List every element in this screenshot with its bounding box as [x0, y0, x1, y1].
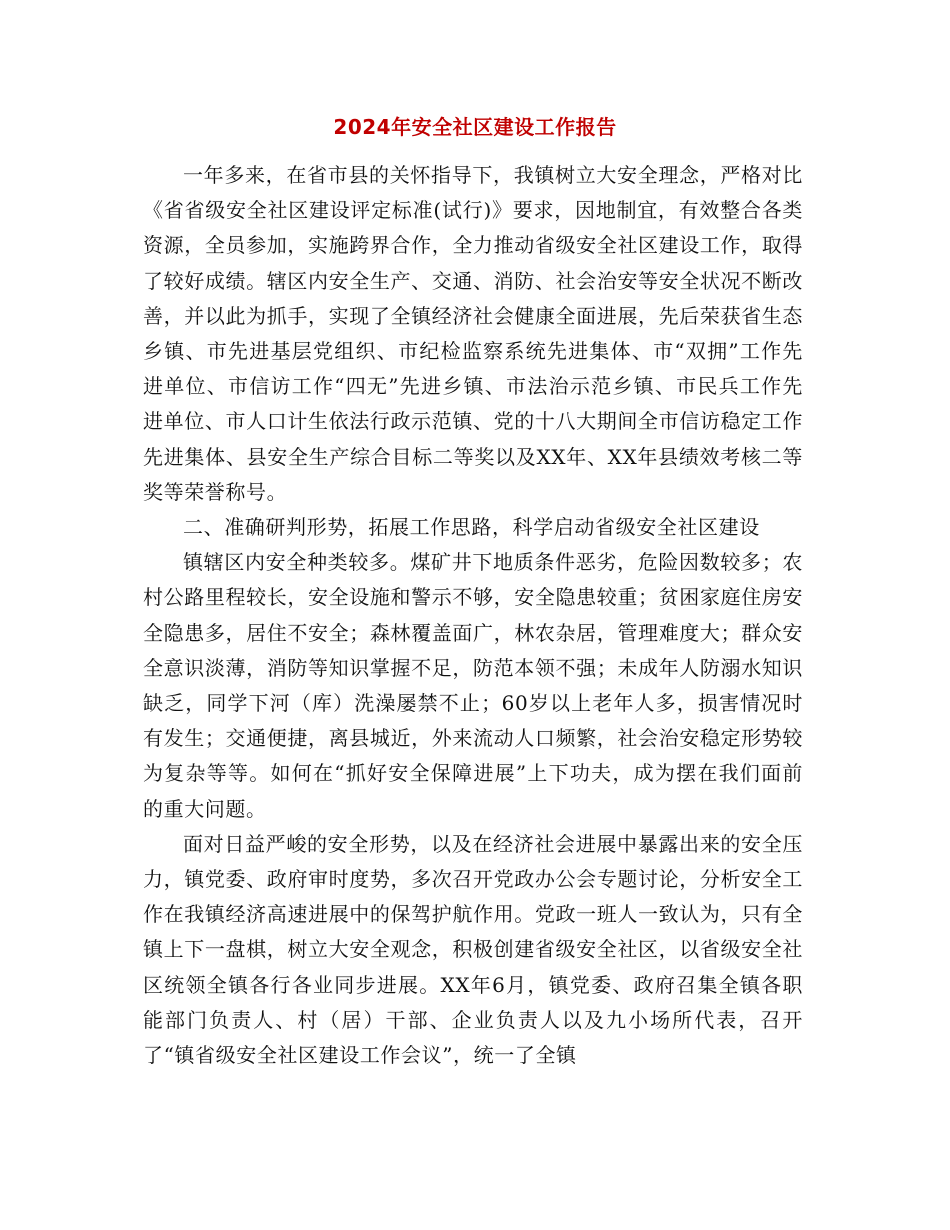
paragraph-response: 面对日益严峻的安全形势，以及在经济社会进展中暴露出来的安全压力，镇党委、政府审时度势，多次召开党政办公会专题讨论，分析安全工作在我镇经济高速进展中的保驾护航作用。党政一班人一致认为，只有全镇上下一盘棋，树立大安全观念，积极创建省级安全社区，以省级安全社区统领全镇各行各业同步进展。XX年6月，镇党委、政府召集全镇各职能部门负责人、村（居）干部、企业负责人以及九小场所代表，召开了“镇省级安全社区建设工作会议”，统一了全镇 — [143, 831, 803, 1068]
paragraph-intro: 一年多来，在省市县的关怀指导下，我镇树立大安全理念，严格对比《省省级安全社区建设评定标准(试行)》要求，因地制宜，有效整合各类资源，全员参加，实施跨界合作，全力推动省级安全社区建设工作，取得了较好成绩。辖区内安全生产、交通、消防、社会治安等安全状况不断改善，并以此为抓手，实现了全镇经济社会健康全面进展，先后荣获省生态乡镇、市先进基层党组织、市纪检监察系统先进集体、市“双拥”工作先进单位、市信访工作“四无”先进乡镇、市法治示范乡镇、市民兵工作先进单位、市人口计生依法行政示范镇、党的十八大期间全市信访稳定工作先进集体、县安全生产综合目标二等奖以及XX年、XX年县绩效考核二等奖等荣誉称号。 — [143, 163, 803, 504]
paragraph-section-heading: 二、准确研判形势，拓展工作思路，科学启动省级安全社区建设 — [183, 515, 760, 540]
document-body — [143, 158, 803, 1073]
page-title: 2024年安全社区建设工作报告 — [333, 115, 617, 139]
paragraph-situation: 镇辖区内安全种类较多。煤矿井下地质条件恶劣，危险因数较多；农村公路里程较长，安全设施和警示不够，安全隐患较重；贫困家庭住房安全隐患多，居住不安全；森林覆盖面广，林农杂居，管理难度大；群众安全意识淡薄，消防等知识掌握不足，防范本领不强；未成年人防溺水知识缺乏，同学下河（库）洗澡屡禁不止；60岁以上老年人多，损害情况时有发生；交通便捷，离县城近，外来流动人口频繁，社会治安稳定形势较为复杂等等。如何在“抓好安全保障进展”上下功夫，成为摆在我们面前的重大问题。 — [143, 550, 803, 821]
